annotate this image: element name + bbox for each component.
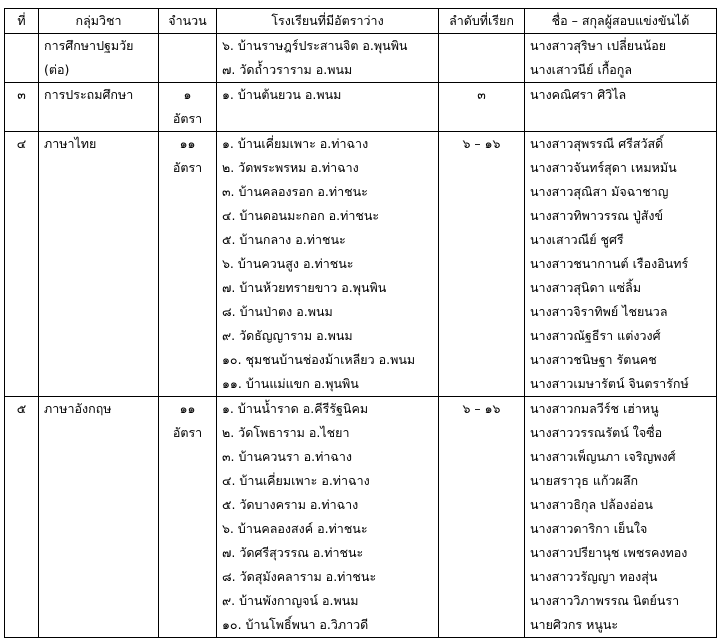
row-order [439, 83, 525, 132]
row-names-line: นางสาวกมลวีร์ช เฮ่าหนู [530, 401, 659, 416]
row-no [5, 34, 39, 83]
row-subject-line: ภาษาไทย [44, 136, 97, 151]
row-order-line: ๖ – ๑๖ [462, 401, 501, 416]
row-schools [217, 83, 439, 132]
row-schools-line: ๒. วัดโพธาราม อ.ไชยา [222, 425, 350, 440]
row-count [159, 397, 217, 638]
header-names: ชื่อ – สกุลผู้สอบแข่งขันได้ [525, 9, 717, 34]
row-schools-line: ๑. บ้านน้ำราด อ.คีรีรัฐนิคม [222, 401, 369, 416]
row-names-line: นางสาวสุนิดา แซ่ลิ้ม [530, 280, 642, 295]
row-no-line: ๔ [16, 136, 27, 151]
row-names [525, 397, 717, 638]
row-subject [39, 397, 159, 638]
row-schools-line: ๑. บ้านเคี่ยมเพาะ อ.ท่าฉาง [222, 136, 369, 151]
row-schools-line: ๑๑. บ้านแม่แขก อ.พุนพิน [222, 376, 359, 391]
row-schools-line: ๕. บ้านกลาง อ.ท่าชนะ [222, 232, 346, 247]
row-subject [39, 34, 159, 83]
row-names-line: นางสาวปรียานุช เพชรคงทอง [530, 545, 688, 560]
row-schools-line: ๖. บ้านราษฎร์ประสานจิต อ.พุนพิน [222, 38, 408, 53]
row-count [159, 132, 217, 397]
row-names [525, 132, 717, 397]
row-count-line: อัตรา [172, 425, 203, 440]
header-schools: โรงเรียนที่มีอัตราว่าง [217, 9, 439, 34]
row-names [525, 34, 717, 83]
row-names-line: นางสาวเมษารัตน์ จินตรารักษ์ [530, 376, 689, 391]
row-names-line: นางสาววิภาพรรณ นิตย์นรา [530, 593, 680, 608]
row-schools [217, 397, 439, 638]
row-names [525, 83, 717, 132]
table-body [5, 34, 717, 638]
row-no [5, 83, 39, 132]
row-schools [217, 132, 439, 397]
row-schools-line: ๖. บ้านคลองสงค์ อ.ท่าชนะ [222, 521, 368, 536]
row-schools-line: ๓. บ้านควนรา อ.ท่าฉาง [222, 449, 352, 464]
row-count-line: อัตรา [172, 111, 203, 126]
header-no: ที่ [5, 9, 39, 34]
results-table [4, 8, 717, 638]
row-schools-line: ๒. วัดพระพรหม อ.ท่าฉาง [222, 160, 359, 175]
row-count [159, 34, 217, 83]
row-names-line: นางเสาวนีย์ เกื้อกูล [530, 62, 633, 77]
row-names-line: นางสาวดาริกา เย็นใจ [530, 521, 648, 536]
table-row [5, 132, 717, 397]
row-names-line: นางสาววรรณรัตน์ ใจซื่อ [530, 425, 663, 440]
row-schools-line: ๑๐. บ้านโพธิ์พนา อ.วิภาวดี [222, 617, 369, 632]
header-subject: กลุ่มวิชา [39, 9, 159, 34]
row-count-line: ๑๑ [179, 136, 196, 151]
row-schools-line: ๗. วัดศรีสุวรรณ อ.ท่าชนะ [222, 545, 364, 560]
row-no [5, 397, 39, 638]
row-schools-line: ๗. วัดถ้ำวราราม อ.พนม [222, 62, 353, 77]
row-count [159, 83, 217, 132]
row-order [439, 132, 525, 397]
row-names-line: นางสาวณัฐธีรา แต่งวงศ์ [530, 328, 661, 343]
row-count-line: ๑ [183, 87, 192, 102]
row-schools [217, 34, 439, 83]
row-subject-line: (ต่อ) [44, 62, 70, 77]
row-names-line: นางสาวทิพาวรรณ ปู่สังข์ [530, 208, 664, 223]
row-schools-line: ๖. บ้านควนสูง อ.ท่าชนะ [222, 256, 354, 271]
row-schools-line: ๘. บ้านป่าตง อ.พนม [222, 304, 333, 319]
row-subject-line: การศึกษาปฐมวัย [44, 38, 134, 53]
row-order [439, 397, 525, 638]
row-count-line: ๑๑ [179, 401, 196, 416]
row-order-line: ๖ – ๑๖ [462, 136, 501, 151]
row-schools-line: ๔. บ้านดอนมะกอก อ.ท่าชนะ [222, 208, 380, 223]
row-names-line: นางสาวชนากานต์ เรืองอินทร์ [530, 256, 689, 271]
row-schools-line: ๑. บ้านต้นยวน อ.พนม [222, 87, 342, 102]
row-schools-line: ๙. วัดธัญญาราม อ.พนม [222, 328, 353, 343]
row-names-line: นางสาววรัญญา ทองสุ่น [530, 569, 658, 584]
row-names-line: นางสาวธิกุล ปล้องอ่อน [530, 497, 653, 512]
row-names-line: นางสาวชนิษฐา รัตนคช [530, 352, 657, 367]
row-order [439, 34, 525, 83]
row-schools-line: ๗. บ้านห้วยทรายขาว อ.พุนพิน [222, 280, 387, 295]
row-subject [39, 83, 159, 132]
row-schools-line: ๔. บ้านเคี่ยมเพาะ อ.ท่าฉาง [222, 473, 370, 488]
row-names-line: นางเสาวณีย์ ชูศรี [530, 232, 624, 247]
row-schools-line: ๕. วัดบางคราม อ.ท่าฉาง [222, 497, 359, 512]
table-row [5, 397, 717, 638]
row-schools-line: ๙. บ้านพังกาญจน์ อ.พนม [222, 593, 359, 608]
header-count: จำนวน [159, 9, 217, 34]
table-row [5, 34, 717, 83]
row-names-line: นางสาวสุพรรณี ศรีสวัสดิ์ [530, 136, 664, 151]
row-count-line: อัตรา [172, 160, 203, 175]
row-names-line: นางสาวจันทร์สุดา เหมหมัน [530, 160, 677, 175]
row-names-line: นายสราวุธ แก้วผลึก [530, 473, 639, 488]
row-schools-line: ๓. บ้านคลองรอก อ.ท่าชนะ [222, 184, 368, 199]
row-names-line: นางสาวสุริษา เปลี่ยนน้อย [530, 38, 667, 53]
row-schools-line: ๑๐. ชุมชนบ้านช่องม้าเหลียว อ.พนม [222, 352, 416, 367]
row-no-line: ๓ [17, 87, 26, 102]
row-subject [39, 132, 159, 397]
table-header-row [5, 9, 717, 34]
row-names-line: นางสาวจิราทิพย์ ไชยนวล [530, 304, 668, 319]
row-no-line: ๕ [16, 401, 27, 416]
row-names-line: นางสาวเพ็ญนภา เจริญพงศ์ [530, 449, 676, 464]
row-names-line: นางสาวสุณิสา มัจฉาชาญ [530, 184, 669, 199]
row-order-line: ๓ [477, 87, 486, 102]
row-names-line: นายศิวกร หนูนะ [530, 617, 619, 632]
row-no [5, 132, 39, 397]
row-subject-line: ภาษาอังกฤษ [44, 401, 112, 416]
row-names-line: นางคณิศรา ศิวิไล [530, 87, 627, 102]
table-row [5, 83, 717, 132]
row-schools-line: ๘. วัดสุมังคลาราม อ.ท่าชนะ [222, 569, 377, 584]
header-order: ลำดับที่เรียก [439, 9, 525, 34]
row-subject-line: การประถมศึกษา [44, 87, 134, 102]
